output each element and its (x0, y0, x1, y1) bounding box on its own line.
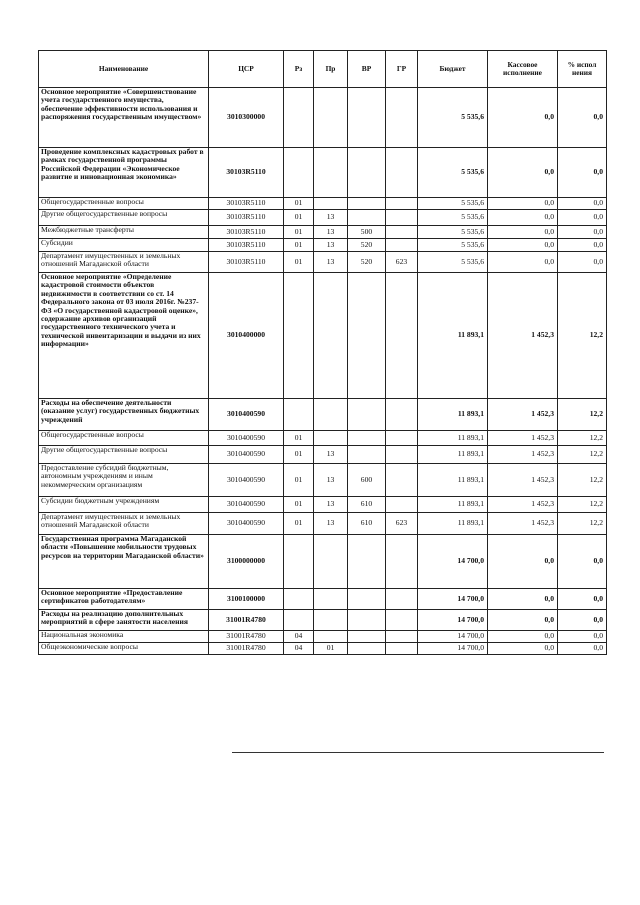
row-pct: 0,0 (558, 239, 607, 252)
row-gr (386, 464, 418, 497)
row-csr: 3010400590 (209, 399, 284, 431)
row-pct: 0,0 (558, 610, 607, 631)
row-kass: 1 452,3 (488, 464, 558, 497)
row-name: Расходы на обеспечение деятельности (оказание услуг) государственных бюджетных учреждений (39, 399, 209, 431)
row-gr (386, 497, 418, 513)
row-rz (284, 610, 314, 631)
budget-report-sheet (38, 50, 606, 655)
header-vr: ВР (348, 51, 386, 88)
row-pct: 0,0 (558, 589, 607, 610)
row-csr: 3010400590 (209, 431, 284, 446)
row-vr (348, 631, 386, 643)
row-kass: 1 452,3 (488, 446, 558, 464)
row-pct: 0,0 (558, 88, 607, 148)
row-vr (348, 431, 386, 446)
row-kass: 0,0 (488, 239, 558, 252)
row-vr (348, 198, 386, 210)
row-gr (386, 446, 418, 464)
row-name: Расходы на реализацию дополнительных мероприятий в сфере занятости населения (39, 610, 209, 631)
row-gr (386, 535, 418, 589)
row-budget: 11 893,1 (418, 464, 488, 497)
row-name: Общегосударственные вопросы (39, 198, 209, 210)
row-name: Другие общегосударственные вопросы (39, 210, 209, 226)
row-vr (348, 399, 386, 431)
row-csr: 3010400590 (209, 446, 284, 464)
row-pct: 12,2 (558, 431, 607, 446)
row-csr: 3010400000 (209, 273, 284, 399)
row-vr: 500 (348, 226, 386, 239)
row-rz: 01 (284, 497, 314, 513)
row-csr: 31001R4780 (209, 610, 284, 631)
row-vr: 520 (348, 252, 386, 273)
row-pct: 12,2 (558, 464, 607, 497)
row-budget: 11 893,1 (418, 399, 488, 431)
row-vr (348, 210, 386, 226)
row-name: Департамент имущественных и земельных отношений Магаданской области (39, 252, 209, 273)
row-budget: 11 893,1 (418, 446, 488, 464)
row-csr: 3100000000 (209, 535, 284, 589)
budget-table (38, 50, 607, 655)
table-row (39, 643, 607, 655)
row-budget: 5 535,6 (418, 226, 488, 239)
row-rz (284, 148, 314, 198)
row-vr (348, 148, 386, 198)
row-pr (314, 431, 348, 446)
row-rz (284, 535, 314, 589)
row-rz (284, 399, 314, 431)
row-csr: 31001R4780 (209, 631, 284, 643)
row-kass: 1 452,3 (488, 399, 558, 431)
row-rz: 04 (284, 631, 314, 643)
row-csr: 30103R5110 (209, 252, 284, 273)
row-name: Общегосударственные вопросы (39, 431, 209, 446)
row-pct: 12,2 (558, 446, 607, 464)
row-gr (386, 198, 418, 210)
row-gr (386, 589, 418, 610)
row-gr (386, 273, 418, 399)
row-pct: 0,0 (558, 535, 607, 589)
row-name: Основное мероприятие «Совершенствование учета государственного имущества, обеспечение эффективности использования и распоряжения государственным имуществом» (39, 88, 209, 148)
row-pr (314, 399, 348, 431)
row-kass: 0,0 (488, 535, 558, 589)
row-gr (386, 643, 418, 655)
header-kass: Кассовое исполнение (488, 51, 558, 88)
row-vr (348, 446, 386, 464)
table-row (39, 148, 607, 198)
row-budget: 11 893,1 (418, 431, 488, 446)
table-row (39, 589, 607, 610)
row-csr: 30103R5110 (209, 148, 284, 198)
row-kass: 0,0 (488, 198, 558, 210)
table-row (39, 273, 607, 399)
row-budget: 11 893,1 (418, 497, 488, 513)
row-gr (386, 431, 418, 446)
row-name: Межбюджетные трансферты (39, 226, 209, 239)
row-budget: 14 700,0 (418, 643, 488, 655)
row-rz: 01 (284, 210, 314, 226)
row-csr: 30103R5110 (209, 198, 284, 210)
row-rz: 01 (284, 226, 314, 239)
row-name: Проведение комплексных кадастровых работ в рамках государственной программы Российской Федерации «Экономическое развитие и инновационная экономика» (39, 148, 209, 198)
row-kass: 0,0 (488, 226, 558, 239)
row-name: Субсидии (39, 239, 209, 252)
table-body (39, 88, 607, 655)
row-gr (386, 148, 418, 198)
header-pct: % испол нения (558, 51, 607, 88)
row-pr (314, 535, 348, 589)
row-gr (386, 239, 418, 252)
row-pr: 13 (314, 464, 348, 497)
row-pr (314, 273, 348, 399)
row-pct: 12,2 (558, 399, 607, 431)
table-row (39, 464, 607, 497)
row-name: Предоставление субсидий бюджетным, автономным учреждениям и иным некоммерческим организациям (39, 464, 209, 497)
header-rz: Рз (284, 51, 314, 88)
row-vr: 520 (348, 239, 386, 252)
row-vr (348, 535, 386, 589)
row-gr (386, 210, 418, 226)
row-csr: 3100100000 (209, 589, 284, 610)
row-kass: 0,0 (488, 631, 558, 643)
row-kass: 0,0 (488, 252, 558, 273)
row-vr (348, 610, 386, 631)
row-csr: 30103R5110 (209, 239, 284, 252)
row-pr: 13 (314, 226, 348, 239)
row-pr (314, 148, 348, 198)
header-pr: Пр (314, 51, 348, 88)
row-name: Общеэкономические вопросы (39, 643, 209, 655)
row-rz: 01 (284, 513, 314, 535)
table-row (39, 88, 607, 148)
row-pct: 0,0 (558, 643, 607, 655)
row-gr (386, 88, 418, 148)
header-budget: Бюджет (418, 51, 488, 88)
row-pr: 13 (314, 210, 348, 226)
header-name: Наименование (39, 51, 209, 88)
table-header-row (39, 51, 607, 88)
row-kass: 1 452,3 (488, 431, 558, 446)
row-pr: 13 (314, 239, 348, 252)
table-row (39, 610, 607, 631)
row-vr (348, 589, 386, 610)
row-budget: 14 700,0 (418, 589, 488, 610)
row-name: Государственная программа Магаданской области «Повышение мобильности трудовых ресурсов на территории Магаданской области» (39, 535, 209, 589)
row-budget: 5 535,6 (418, 210, 488, 226)
row-budget: 14 700,0 (418, 610, 488, 631)
row-rz (284, 88, 314, 148)
row-rz: 01 (284, 464, 314, 497)
header-gr: ГР (386, 51, 418, 88)
row-gr (386, 399, 418, 431)
row-pct: 12,2 (558, 497, 607, 513)
bottom-rule (232, 752, 604, 753)
row-pr (314, 198, 348, 210)
row-vr (348, 88, 386, 148)
row-pr (314, 88, 348, 148)
row-budget: 11 893,1 (418, 513, 488, 535)
row-csr: 3010400590 (209, 497, 284, 513)
table-row (39, 399, 607, 431)
row-pr: 13 (314, 446, 348, 464)
row-name: Другие общегосударственные вопросы (39, 446, 209, 464)
row-budget: 14 700,0 (418, 535, 488, 589)
row-csr: 30103R5110 (209, 210, 284, 226)
row-budget: 14 700,0 (418, 631, 488, 643)
row-rz: 04 (284, 643, 314, 655)
row-kass: 0,0 (488, 589, 558, 610)
table-row (39, 535, 607, 589)
row-gr (386, 226, 418, 239)
row-budget: 11 893,1 (418, 273, 488, 399)
row-rz (284, 589, 314, 610)
row-pct: 0,0 (558, 198, 607, 210)
row-name: Национальная экономика (39, 631, 209, 643)
row-kass: 1 452,3 (488, 513, 558, 535)
row-pr: 13 (314, 497, 348, 513)
row-vr: 610 (348, 497, 386, 513)
table-row (39, 210, 607, 226)
header-csr: ЦСР (209, 51, 284, 88)
table-row (39, 513, 607, 535)
row-pct: 0,0 (558, 210, 607, 226)
row-name: Основное мероприятие «Предоставление сертификатов работодателям» (39, 589, 209, 610)
row-vr: 600 (348, 464, 386, 497)
table-row (39, 198, 607, 210)
row-pct: 0,0 (558, 631, 607, 643)
row-gr (386, 610, 418, 631)
row-pr: 13 (314, 252, 348, 273)
row-csr: 3010400590 (209, 513, 284, 535)
table-row (39, 226, 607, 239)
row-vr: 610 (348, 513, 386, 535)
row-vr (348, 643, 386, 655)
row-csr: 3010400590 (209, 464, 284, 497)
row-kass: 0,0 (488, 643, 558, 655)
row-rz: 01 (284, 431, 314, 446)
row-csr: 31001R4780 (209, 643, 284, 655)
row-gr (386, 631, 418, 643)
table-row (39, 446, 607, 464)
row-pr: 01 (314, 643, 348, 655)
row-kass: 1 452,3 (488, 273, 558, 399)
row-gr: 623 (386, 513, 418, 535)
table-row (39, 631, 607, 643)
row-pct: 0,0 (558, 148, 607, 198)
row-budget: 5 535,6 (418, 198, 488, 210)
row-pct: 12,2 (558, 273, 607, 399)
row-kass: 0,0 (488, 148, 558, 198)
row-name: Основное мероприятие «Определение кадастровой стоимости объектов недвижимости в соответствии со ст. 14 Федерального закона от 03 июля 2016г. №237-ФЗ «О государственной кадастровой оценке», содержание архивов организаций государственного технического учета и технической инвентаризации и выдачи из них информации» (39, 273, 209, 399)
row-budget: 5 535,6 (418, 88, 488, 148)
table-row (39, 252, 607, 273)
table-row (39, 497, 607, 513)
row-rz: 01 (284, 446, 314, 464)
row-budget: 5 535,6 (418, 252, 488, 273)
row-name: Департамент имущественных и земельных отношений Магаданской области (39, 513, 209, 535)
row-kass: 1 452,3 (488, 497, 558, 513)
row-pct: 12,2 (558, 513, 607, 535)
row-pct: 0,0 (558, 226, 607, 239)
row-csr: 30103R5110 (209, 226, 284, 239)
row-vr (348, 273, 386, 399)
row-kass: 0,0 (488, 610, 558, 631)
table-row (39, 239, 607, 252)
row-rz: 01 (284, 239, 314, 252)
row-budget: 5 535,6 (418, 148, 488, 198)
table-row (39, 431, 607, 446)
row-kass: 0,0 (488, 210, 558, 226)
row-rz: 01 (284, 198, 314, 210)
row-name: Субсидии бюджетным учреждениям (39, 497, 209, 513)
row-budget: 5 535,6 (418, 239, 488, 252)
row-pr (314, 589, 348, 610)
row-csr: 3010300000 (209, 88, 284, 148)
row-rz: 01 (284, 252, 314, 273)
row-pr (314, 631, 348, 643)
row-pr (314, 610, 348, 631)
row-gr: 623 (386, 252, 418, 273)
row-kass: 0,0 (488, 88, 558, 148)
row-pr: 13 (314, 513, 348, 535)
row-pct: 0,0 (558, 252, 607, 273)
row-rz (284, 273, 314, 399)
